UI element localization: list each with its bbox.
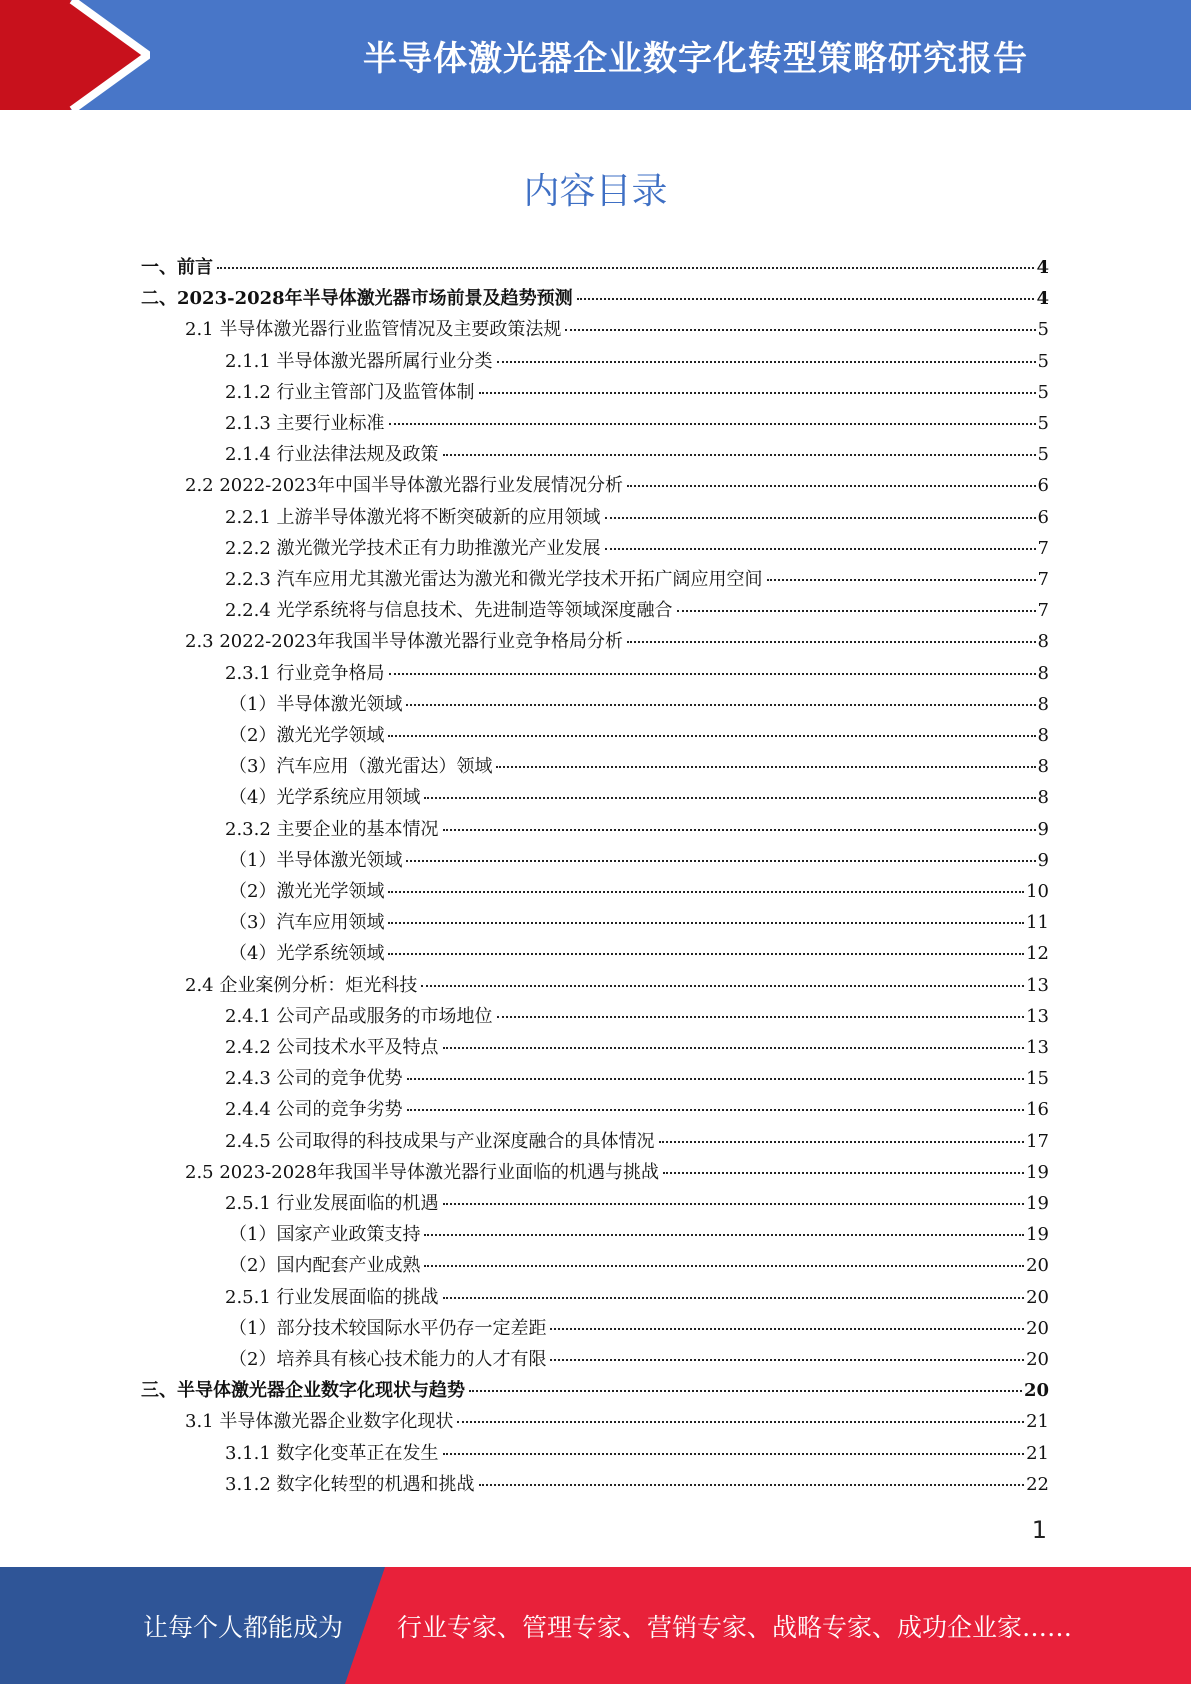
toc-dot-leader xyxy=(389,673,1036,675)
toc-dot-leader xyxy=(627,641,1036,643)
toc-entry-label: 2.2.3 汽车应用尤其激光雷达为激光和微光学技术开拓广阔应用空间 xyxy=(225,569,763,590)
toc-entry-page: 21 xyxy=(1026,1411,1049,1433)
toc-entry[interactable] xyxy=(141,1127,1049,1158)
toc-entry-page: 11 xyxy=(1026,912,1049,934)
toc-dot-leader xyxy=(550,1328,1024,1330)
toc-entry-label: 一、前言 xyxy=(141,257,213,278)
toc-entry[interactable] xyxy=(141,815,1049,846)
toc-heading: 内容目录 xyxy=(523,171,668,212)
toc-entry[interactable] xyxy=(141,1407,1049,1438)
toc-entry[interactable] xyxy=(141,690,1049,721)
toc-entry-page: 8 xyxy=(1037,787,1049,809)
toc-entry-label: 2.2 2022-2023年中国半导体激光器行业发展情况分析 xyxy=(185,475,624,497)
toc-entry-label: （2）培养具有核心技术能力的人才有限 xyxy=(229,1349,547,1370)
toc-dot-leader xyxy=(627,485,1036,487)
toc-entry-page: 19 xyxy=(1026,1193,1049,1214)
toc-entry-page: 8 xyxy=(1037,631,1049,653)
toc-entry-label: 2.4.3 公司的竞争优势 xyxy=(225,1068,403,1090)
toc-entry-page: 20 xyxy=(1026,1286,1049,1308)
toc-entry-label: （2）国内配套产业成熟 xyxy=(229,1255,421,1277)
toc-dot-leader xyxy=(389,423,1036,425)
toc-entry-page: 9 xyxy=(1037,818,1049,840)
toc-entry[interactable] xyxy=(141,971,1049,1002)
footer-slogan-right: 行业专家、管理专家、营销专家、战略专家、成功企业家…… xyxy=(397,1612,1073,1642)
toc-entry[interactable] xyxy=(141,565,1049,596)
toc-entry-page: 19 xyxy=(1026,1224,1049,1246)
toc-entry[interactable] xyxy=(141,1376,1049,1407)
toc-entry[interactable] xyxy=(141,1439,1049,1470)
toc-entry-page: 13 xyxy=(1026,1037,1049,1058)
toc-dot-leader xyxy=(443,454,1036,456)
toc-entry-page: 8 xyxy=(1037,662,1049,684)
toc-dot-leader xyxy=(496,766,1035,768)
toc-entry-page: 16 xyxy=(1026,1099,1049,1121)
toc-dot-leader xyxy=(659,1141,1025,1143)
toc-entry-page: 7 xyxy=(1037,537,1049,559)
toc-dot-leader xyxy=(605,548,1036,550)
toc-entry-label: 二、2023-2028年半导体激光器市场前景及趋势预测 xyxy=(141,288,573,310)
toc-entry-label: 2.2.4 光学系统将与信息技术、先进制造等领域深度融合 xyxy=(225,600,673,622)
toc-entry[interactable] xyxy=(141,1002,1049,1033)
toc-dot-leader xyxy=(443,1047,1025,1049)
toc-dot-leader xyxy=(443,1453,1025,1455)
toc-entry-page: 22 xyxy=(1026,1473,1049,1495)
toc-entry-label: 2.5.1 行业发展面临的挑战 xyxy=(225,1286,439,1308)
toc-dot-leader xyxy=(407,1078,1025,1080)
toc-entry-page: 15 xyxy=(1026,1068,1049,1090)
toc-dot-leader xyxy=(388,891,1024,893)
toc-entry-label: 2.2.1 上游半导体激光将不断突破新的应用领域 xyxy=(225,506,601,528)
toc-entry[interactable] xyxy=(141,253,1049,284)
toc-entry-page: 20 xyxy=(1026,1255,1049,1277)
toc-entry-label: 2.1.3 主要行业标准 xyxy=(225,413,385,434)
toc-dot-leader xyxy=(443,1203,1025,1205)
toc-entry[interactable] xyxy=(141,534,1049,565)
toc-entry-page: 6 xyxy=(1037,475,1049,497)
toc-entry-label: 2.1.1 半导体激光器所属行业分类 xyxy=(225,350,493,372)
toc-entry[interactable] xyxy=(141,1095,1049,1126)
toc-dot-leader xyxy=(577,298,1035,300)
toc-entry-page: 4 xyxy=(1036,288,1049,310)
toc-dot-leader xyxy=(565,329,1035,331)
toc-entry-label: 2.1 半导体激光器行业监管情况及主要政策法规 xyxy=(185,319,562,341)
toc-entry[interactable] xyxy=(141,1345,1049,1376)
toc-entry-page: 8 xyxy=(1037,756,1049,778)
toc-entry[interactable] xyxy=(141,1033,1049,1064)
toc-entry-page: 10 xyxy=(1026,881,1049,902)
toc-entry-label: 2.3.2 主要企业的基本情况 xyxy=(225,818,439,840)
toc-entry[interactable] xyxy=(141,284,1049,315)
toc-entry-page: 19 xyxy=(1026,1161,1049,1183)
toc-entry-page: 13 xyxy=(1026,1005,1049,1027)
toc-entry-label: 2.1.2 行业主管部门及监管体制 xyxy=(225,381,475,403)
toc-entry[interactable] xyxy=(141,908,1049,939)
toc-entry[interactable] xyxy=(141,1283,1049,1314)
toc-entry-label: 2.5.1 行业发展面临的机遇 xyxy=(225,1193,439,1214)
footer-slogan-left: 让每个人都能成为 xyxy=(143,1612,344,1642)
toc-entry-label: 2.3 2022-2023年我国半导体激光器行业竞争格局分析 xyxy=(185,631,624,653)
toc-entry-page: 7 xyxy=(1037,600,1049,622)
toc-dot-leader xyxy=(424,797,1035,799)
toc-entry-page: 4 xyxy=(1036,257,1049,278)
toc-entry-label: 2.1.4 行业法律法规及政策 xyxy=(225,444,439,466)
toc-entry-label: 3.1.1 数字化变革正在发生 xyxy=(225,1442,439,1464)
toc-dot-leader xyxy=(443,829,1036,831)
toc-entry-page: 7 xyxy=(1037,569,1049,590)
toc-entry[interactable] xyxy=(141,1064,1049,1095)
toc-entry-label: （1）半导体激光领域 xyxy=(229,693,403,715)
toc-entry-page: 20 xyxy=(1026,1349,1049,1370)
toc-entry-page: 5 xyxy=(1037,413,1049,434)
toc-entry-label: （1）国家产业政策支持 xyxy=(229,1224,421,1246)
toc-entry[interactable] xyxy=(141,846,1049,877)
toc-dot-leader xyxy=(388,922,1024,924)
toc-entry-label: 2.4.4 公司的竞争劣势 xyxy=(225,1099,403,1121)
toc-dot-leader xyxy=(406,704,1035,706)
toc-entry[interactable] xyxy=(141,471,1049,502)
toc-entry[interactable] xyxy=(141,440,1049,471)
toc-entry[interactable] xyxy=(141,315,1049,346)
toc-dot-leader xyxy=(406,860,1035,862)
toc-dot-leader xyxy=(424,1234,1024,1236)
toc-entry-label: （4）光学系统领域 xyxy=(229,943,385,965)
toc-entry[interactable] xyxy=(141,721,1049,752)
toc-entry[interactable] xyxy=(141,596,1049,627)
toc-entry[interactable] xyxy=(141,1189,1049,1220)
toc-entry-page: 21 xyxy=(1026,1442,1049,1464)
toc-dot-leader xyxy=(663,1172,1024,1174)
toc-dot-leader xyxy=(550,1359,1024,1361)
toc-entry-label: 2.4.5 公司取得的科技成果与产业深度融合的具体情况 xyxy=(225,1130,655,1152)
toc-dot-leader xyxy=(217,267,1034,269)
toc-entry[interactable] xyxy=(141,1314,1049,1345)
toc-entry-label: 三、半导体激光器企业数字化现状与趋势 xyxy=(141,1380,465,1402)
report-header xyxy=(0,0,1191,110)
toc-dot-leader xyxy=(767,579,1036,581)
toc-entry[interactable] xyxy=(141,659,1049,690)
toc-dot-leader xyxy=(457,1421,1024,1423)
report-title: 半导体激光器企业数字化转型策略研究报告 xyxy=(363,38,1028,79)
toc-entry[interactable] xyxy=(141,627,1049,658)
toc-dot-leader xyxy=(497,1016,1025,1018)
toc-entry[interactable] xyxy=(141,752,1049,783)
toc-dot-leader xyxy=(479,1484,1025,1486)
toc-dot-leader xyxy=(479,392,1036,394)
toc-entry[interactable] xyxy=(141,1158,1049,1189)
toc-entry-label: 3.1 半导体激光器企业数字化现状 xyxy=(185,1411,454,1433)
toc-dot-leader xyxy=(605,517,1036,519)
toc-entry[interactable] xyxy=(141,347,1049,378)
toc-entry-label: 2.4.2 公司技术水平及特点 xyxy=(225,1037,439,1058)
toc-entry-label: （1）半导体激光领域 xyxy=(229,849,403,871)
toc-entry-label: （3）汽车应用领域 xyxy=(229,912,385,934)
toc-entry[interactable] xyxy=(141,409,1049,440)
toc-entry[interactable] xyxy=(141,1251,1049,1282)
report-footer xyxy=(0,1567,1191,1684)
toc-entry-page: 8 xyxy=(1037,725,1049,746)
toc-entry[interactable] xyxy=(141,1470,1049,1501)
toc-entry[interactable] xyxy=(141,783,1049,814)
toc-entry[interactable] xyxy=(141,378,1049,409)
toc-dot-leader xyxy=(407,1109,1025,1111)
toc-dot-leader xyxy=(421,985,1024,987)
toc-entry-label: 3.1.2 数字化转型的机遇和挑战 xyxy=(225,1473,475,1495)
toc-entry-page: 12 xyxy=(1026,943,1049,965)
toc-entry-label: （3）汽车应用（激光雷达）领域 xyxy=(229,756,493,778)
toc-entry-label: 2.4 企业案例分析：炬光科技 xyxy=(185,974,418,996)
toc-entry-label: （2）激光光学领域 xyxy=(229,881,385,902)
toc-entry-label: 2.4.1 公司产品或服务的市场地位 xyxy=(225,1005,493,1027)
toc-entry-page: 5 xyxy=(1037,319,1049,341)
toc-entry-label: 2.5 2023-2028年我国半导体激光器行业面临的机遇与挑战 xyxy=(185,1161,660,1183)
toc-entry-label: （2）激光光学领域 xyxy=(229,725,385,746)
toc-entry[interactable] xyxy=(141,503,1049,534)
toc-entry-label: 2.2.2 激光微光学技术正有力助推激光产业发展 xyxy=(225,537,601,559)
toc-entry-page: 20 xyxy=(1023,1380,1049,1402)
toc-entry-page: 6 xyxy=(1037,506,1049,528)
toc-entry-label: 2.3.1 行业竞争格局 xyxy=(225,662,385,684)
toc-dot-leader xyxy=(424,1265,1024,1267)
toc-entry-page: 5 xyxy=(1037,381,1049,403)
toc-entry-page: 8 xyxy=(1037,693,1049,715)
toc-dot-leader xyxy=(388,735,1035,737)
toc-entry[interactable] xyxy=(141,877,1049,908)
toc-dot-leader xyxy=(388,953,1024,955)
toc-entry-page: 9 xyxy=(1037,849,1049,871)
toc-entry[interactable] xyxy=(141,939,1049,970)
toc-dot-leader xyxy=(443,1297,1025,1299)
toc-entry-page: 17 xyxy=(1026,1130,1049,1152)
toc-entry-page: 20 xyxy=(1026,1317,1049,1339)
toc-entry-page: 13 xyxy=(1026,974,1049,996)
toc-dot-leader xyxy=(677,610,1036,612)
header-arrow-decoration xyxy=(0,0,150,110)
page-number: 1 xyxy=(1031,1516,1047,1544)
toc-entry[interactable] xyxy=(141,1220,1049,1251)
toc-entry-page: 5 xyxy=(1037,350,1049,372)
toc-entry-label: （1）部分技术较国际水平仍存一定差距 xyxy=(229,1317,547,1339)
toc-entry-label: （4）光学系统应用领域 xyxy=(229,787,421,809)
toc-dot-leader xyxy=(497,361,1036,363)
toc-dot-leader xyxy=(469,1390,1022,1392)
toc-entry-page: 5 xyxy=(1037,444,1049,466)
